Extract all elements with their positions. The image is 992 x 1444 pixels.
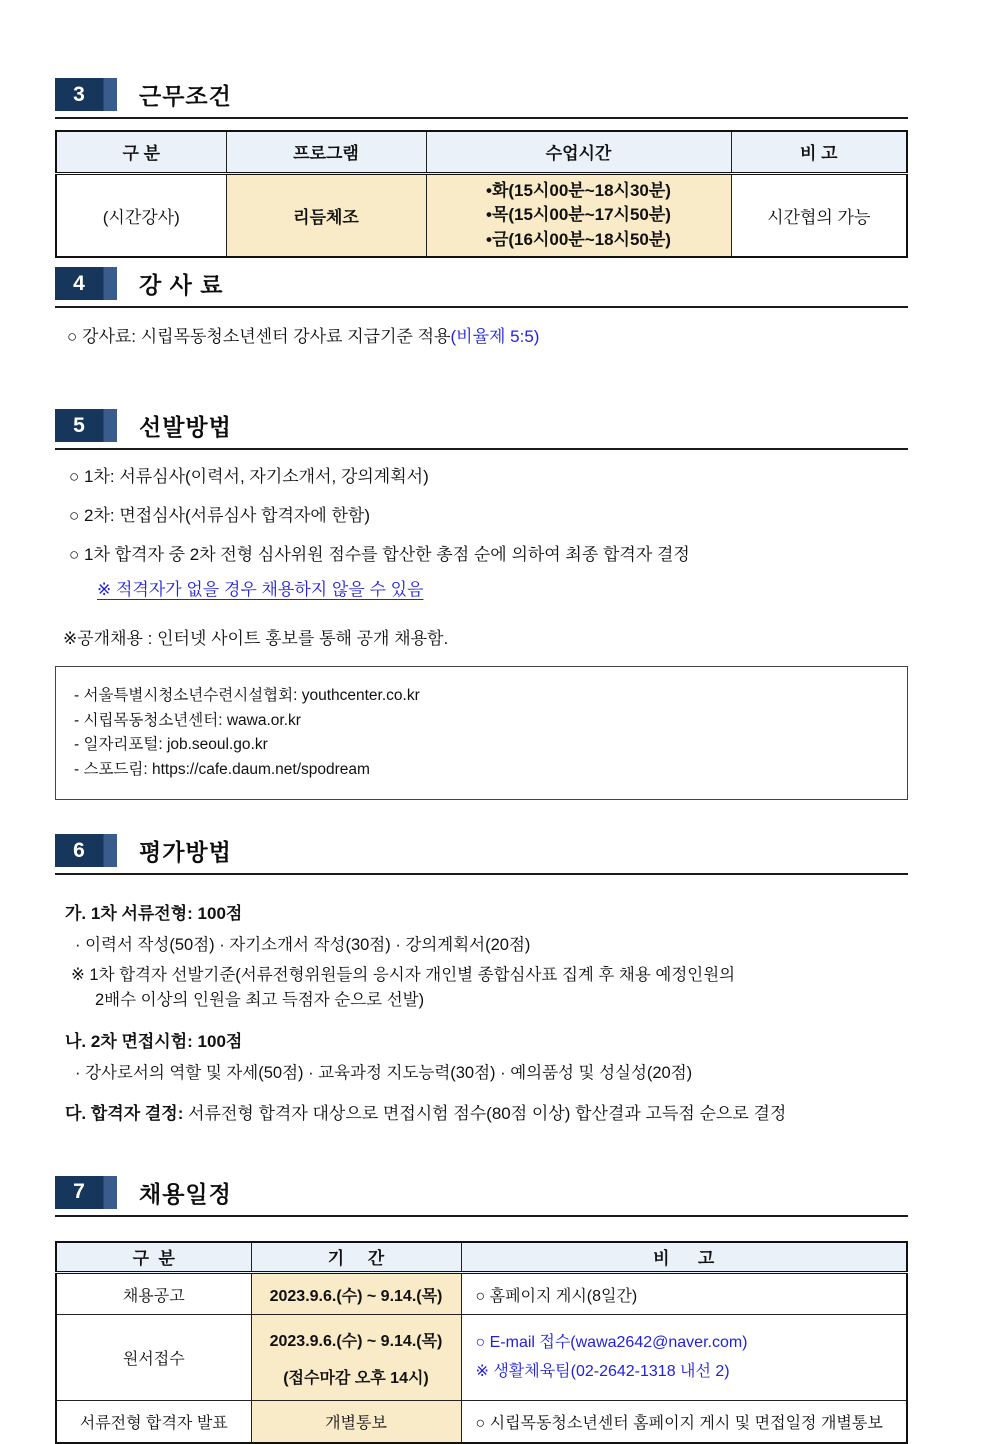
work-cell-schedule — [426, 173, 731, 257]
site-item-wawa: - 시립목동청소년센터: wawa.or.kr — [74, 711, 301, 729]
recruitment-sites-box — [55, 666, 908, 800]
evaluation-c-detail: 서류전형 합격자 대상으로 면접시험 점수(80점 이상) 합산결과 고득점 순으로 결정 — [183, 1103, 787, 1123]
schedule-header-period: 기 간 — [251, 1242, 461, 1273]
fee-text: 강사료: 시립목동청소년센터 강사료 지급기준 적용 — [82, 327, 451, 347]
work-header-note: 비 고 — [731, 131, 907, 173]
application-note-cell — [461, 1315, 907, 1401]
work-conditions-table — [55, 130, 908, 258]
schedule-header-note: 비 고 — [461, 1242, 907, 1273]
evaluation-c-line — [65, 1099, 908, 1124]
evaluation-c-title: 다. 합격자 결정: — [65, 1103, 184, 1123]
evaluation-a-title: 가. 1차 서류전형: 100점 — [65, 904, 243, 924]
schedule-row-announcement — [56, 1273, 907, 1315]
result-category: 서류전형 합격자 발표 — [56, 1401, 251, 1443]
evaluation-a-note-line1: ※ 1차 합격자 선발기준(서류전형위원들의 응시자 개인별 종합심사표 집계 후 채용 예정인원의 — [71, 966, 736, 985]
selection-item-2-text: 2차: 면접심사(서류심사 합격자에 한함) — [84, 506, 371, 526]
fee-statement — [67, 326, 908, 349]
application-email-note: ○ E-mail 접수(wawa2642@naver.com) — [475, 1333, 748, 1351]
section-3-header — [55, 78, 908, 119]
announcement-note: ○ 홈페이지 게시(8일간) — [461, 1273, 907, 1315]
application-category: 원서접수 — [56, 1315, 251, 1401]
site-item-youthcenter: - 서울특별시청소년수련시설협회: youthcenter.co.kr — [74, 687, 420, 705]
selection-item-1 — [69, 466, 908, 489]
work-header-class-time: 수업시간 — [426, 131, 731, 173]
work-header-category: 구 분 — [56, 131, 226, 173]
selection-item-3 — [69, 544, 908, 567]
application-period: 2023.9.6.(수) ~ 9.14.(목) — [269, 1332, 443, 1350]
evaluation-a-note-line2: 2배수 이상의 인원을 최고 득점자 순으로 선발) — [95, 990, 425, 1009]
application-deadline: (접수마감 오후 14시) — [283, 1369, 429, 1387]
section-7-number-badge: 7 — [55, 1176, 117, 1209]
site-item-job-seoul: - 일자리포털: job.seoul.go.kr — [74, 736, 268, 754]
work-cell-category: (시간강사) — [56, 173, 226, 257]
section-6-number-badge: 6 — [55, 834, 117, 867]
section-7-title: 채용일정 — [139, 1180, 232, 1207]
selection-warning-note: ※ 적격자가 없을 경우 채용하지 않을 수 있음 — [97, 580, 424, 600]
application-phone-note: ※ 생활체육팀(02-2642-1318 내선 2) — [475, 1362, 730, 1380]
section-3-title: 근무조건 — [139, 83, 232, 109]
section-5-header — [55, 409, 908, 450]
schedule-row-application — [56, 1315, 907, 1401]
schedule-line-fri: •금(16시00분~18시50분) — [486, 229, 671, 249]
work-table-header-row — [56, 131, 907, 173]
evaluation-b-detail: · 강사로서의 역할 및 자세(50점) · 교육과정 지도능력(30점) · 예의품성 및 성실성(20점) — [75, 1063, 693, 1082]
section-6-header — [55, 834, 908, 875]
circle-bullet-icon: ○ — [69, 506, 80, 526]
section-7-header — [55, 1176, 908, 1217]
section-5-number-badge: 5 — [55, 409, 117, 442]
section-4-header — [55, 267, 908, 308]
selection-item-3-text: 1차 합격자 중 2차 전형 심사위원 점수를 합산한 총점 순에 의하여 최종 합격자 결정 — [84, 545, 690, 565]
site-item-spodream: - 스포드림: https://cafe.daum.net/spodream — [74, 760, 370, 778]
fee-ratio-highlight: (비율제 5:5) — [450, 327, 540, 347]
result-period: 개별통보 — [251, 1401, 461, 1443]
announcement-period: 2023.9.6.(수) ~ 9.14.(목) — [251, 1273, 461, 1315]
schedule-row-result — [56, 1401, 907, 1443]
section-4-number-badge: 4 — [55, 267, 117, 300]
work-cell-note: 시간협의 가능 — [731, 173, 907, 257]
section-3-number-badge: 3 — [55, 78, 117, 111]
section-5-title: 선발방법 — [139, 414, 232, 441]
schedule-line-tue: •화(15시00분~18시30분) — [486, 180, 671, 200]
circle-bullet-icon: ○ — [69, 545, 80, 565]
recruitment-schedule-table — [55, 1241, 908, 1444]
section-6-title: 평가방법 — [139, 839, 232, 866]
evaluation-b-title: 나. 2차 면접시험: 100점 — [65, 1031, 243, 1051]
work-header-program: 프로그램 — [226, 131, 426, 173]
application-period-cell — [251, 1315, 461, 1401]
schedule-header-category: 구 분 — [56, 1242, 251, 1273]
open-recruitment-note: ※공개채용 : 인터넷 사이트 홍보를 통해 공개 채용함. — [63, 629, 449, 649]
selection-item-2 — [69, 505, 908, 528]
evaluation-content — [65, 899, 908, 1124]
selection-item-1-text: 1차: 서류심사(이력서, 자기소개서, 강의계획서) — [84, 467, 429, 487]
evaluation-a-note — [71, 963, 908, 1013]
section-4-title: 강 사 료 — [139, 272, 224, 299]
announcement-category: 채용공고 — [56, 1273, 251, 1315]
schedule-line-thu: •목(15시00분~17시50분) — [486, 205, 671, 225]
evaluation-a-detail: · 이력서 작성(50점) · 자기소개서 작성(30점) · 강의계획서(20점) — [75, 936, 531, 955]
work-cell-program: 리듬체조 — [226, 173, 426, 257]
circle-bullet-icon: ○ — [67, 327, 78, 347]
work-table-row — [56, 173, 907, 257]
circle-bullet-icon: ○ — [69, 467, 80, 487]
result-note: ○ 시립목동청소년센터 홈페이지 게시 및 면접일정 개별통보 — [461, 1401, 907, 1443]
schedule-table-header-row — [56, 1242, 907, 1273]
